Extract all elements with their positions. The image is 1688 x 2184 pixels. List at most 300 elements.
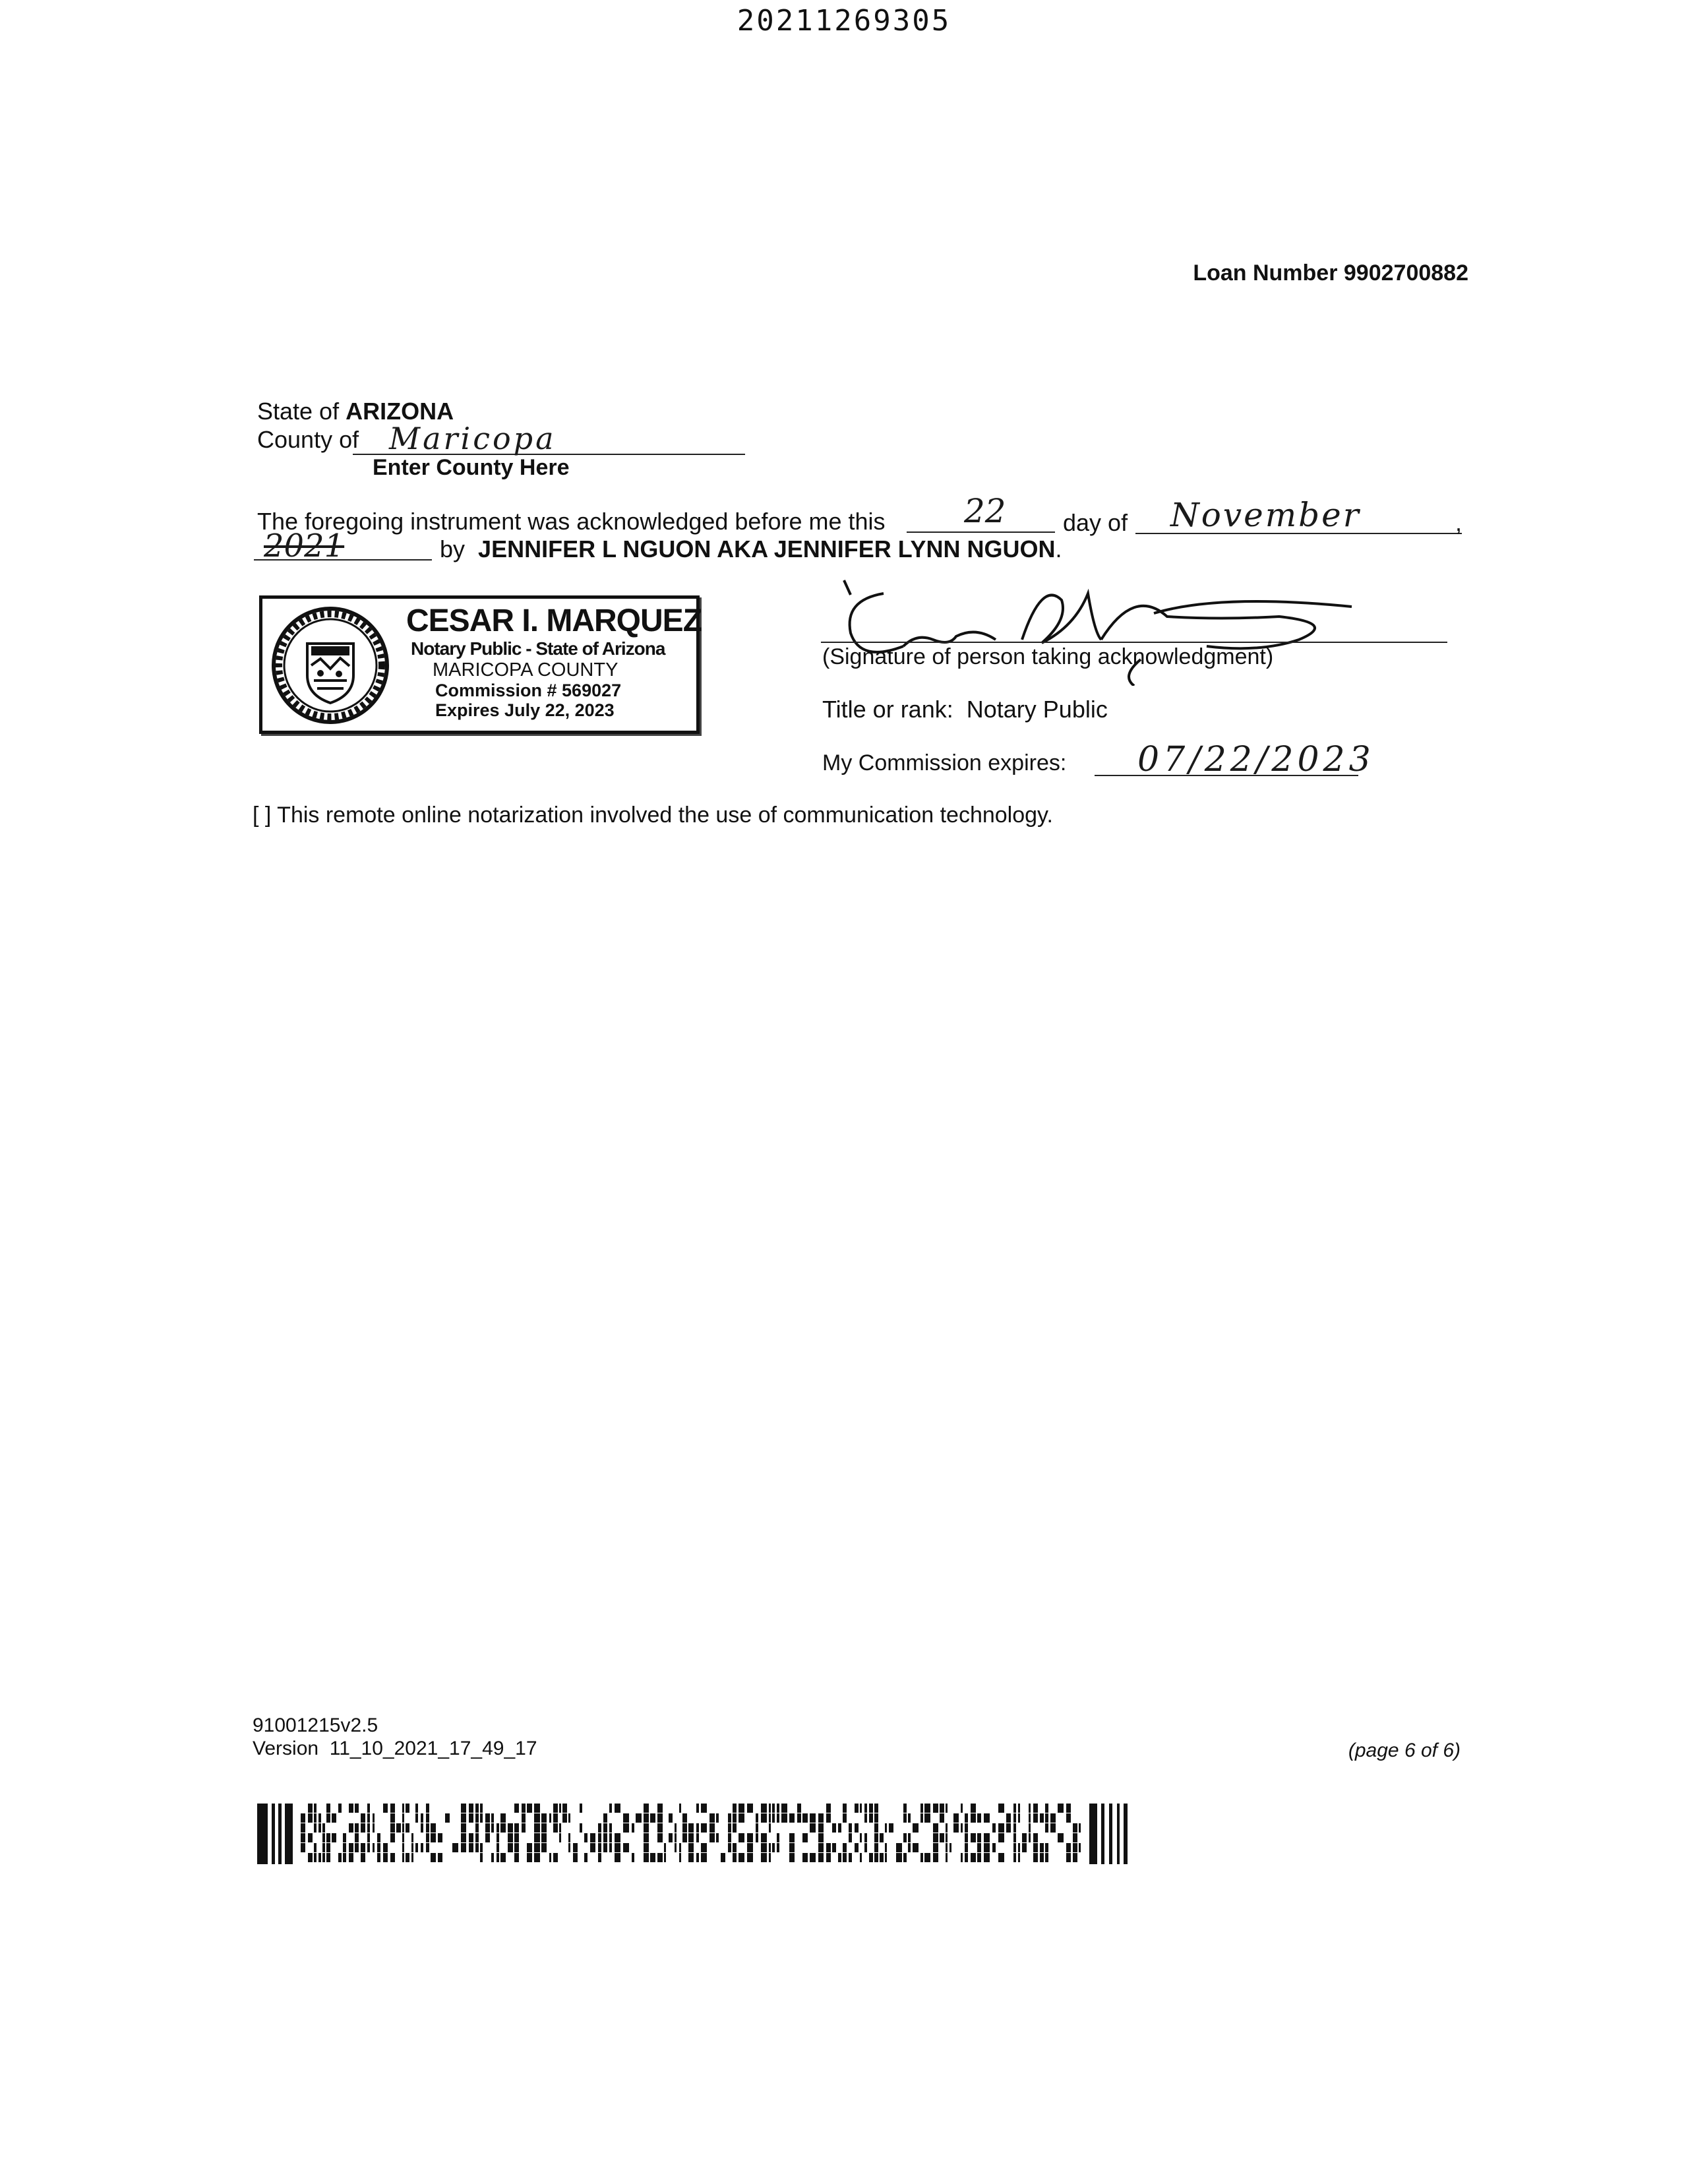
barcode-bar bbox=[1089, 1804, 1097, 1864]
barcode-bar bbox=[318, 1823, 321, 1833]
barcode-bar bbox=[1033, 1853, 1038, 1862]
barcode-bar bbox=[802, 1853, 808, 1862]
barcode-bar bbox=[322, 1833, 325, 1842]
county-hint: Enter County Here bbox=[373, 455, 570, 480]
barcode-bar bbox=[514, 1804, 519, 1813]
barcode-bar bbox=[301, 1823, 305, 1833]
barcode-bar bbox=[480, 1843, 483, 1852]
barcode-bar bbox=[355, 1823, 359, 1833]
barcode-bar bbox=[609, 1804, 612, 1813]
barcode-bar bbox=[559, 1833, 561, 1842]
barcode-bar bbox=[998, 1853, 1004, 1862]
barcode-bar bbox=[1018, 1804, 1020, 1813]
barcode-bar bbox=[769, 1823, 771, 1833]
barcode-bar bbox=[390, 1833, 395, 1842]
barcode-bar bbox=[933, 1804, 938, 1813]
barcode-bar bbox=[688, 1843, 694, 1852]
barcode-bar bbox=[415, 1804, 418, 1813]
barcode-bar bbox=[843, 1804, 847, 1813]
barcode-bar bbox=[1029, 1813, 1031, 1823]
barcode-bar bbox=[598, 1853, 601, 1862]
barcode-bar bbox=[373, 1823, 375, 1833]
barcode-bar bbox=[924, 1853, 930, 1862]
barcode-bar bbox=[318, 1853, 321, 1862]
ack-period: . bbox=[1055, 535, 1062, 562]
barcode-bar bbox=[696, 1823, 699, 1833]
barcode-bar bbox=[1058, 1804, 1064, 1813]
barcode-bar bbox=[908, 1813, 911, 1823]
barcode-bar bbox=[402, 1804, 404, 1813]
barcode-bar bbox=[849, 1833, 852, 1842]
barcode-bar bbox=[598, 1843, 601, 1852]
notary-stamp bbox=[259, 595, 700, 734]
barcode-bar bbox=[961, 1804, 963, 1813]
barcode-bar bbox=[1040, 1813, 1044, 1823]
ack-names: JENNIFER L NGUON AKA JENNIFER LYNN NGUON bbox=[478, 535, 1056, 562]
version-line: Version 11_10_2021_17_49_17 bbox=[253, 1738, 537, 1759]
barcode-bar bbox=[603, 1823, 607, 1833]
barcode-bar bbox=[696, 1804, 699, 1813]
barcode-bar bbox=[301, 1813, 305, 1823]
barcode bbox=[257, 1804, 1134, 1864]
barcode-bar bbox=[522, 1823, 526, 1833]
barcode-bar bbox=[855, 1804, 859, 1813]
barcode-bar bbox=[361, 1813, 365, 1823]
remote-notarization-notice: [ ] This remote online notarization involved the use of communication technology. bbox=[253, 803, 1053, 828]
barcode-bar bbox=[411, 1833, 413, 1842]
barcode-bar bbox=[534, 1813, 540, 1823]
barcode-bar bbox=[1101, 1804, 1104, 1864]
barcode-bar bbox=[390, 1853, 395, 1862]
barcode-bar bbox=[514, 1823, 519, 1833]
barcode-bar bbox=[1018, 1853, 1020, 1862]
barcode-bar bbox=[1066, 1804, 1071, 1813]
barcode-bar bbox=[924, 1813, 930, 1823]
barcode-bar bbox=[603, 1813, 607, 1823]
barcode-bar bbox=[664, 1853, 666, 1862]
barcode-bar bbox=[855, 1843, 859, 1852]
barcode-bar bbox=[361, 1823, 365, 1833]
barcode-bar bbox=[965, 1853, 968, 1862]
barcode-bar bbox=[772, 1804, 775, 1813]
barcode-bar bbox=[326, 1804, 330, 1813]
barcode-bar bbox=[508, 1833, 513, 1842]
barcode-bar bbox=[1045, 1843, 1048, 1852]
barcode-bar bbox=[644, 1843, 649, 1852]
barcode-bar bbox=[874, 1843, 878, 1852]
stamp-line-4: Expires July 22, 2023 bbox=[435, 700, 615, 720]
barcode-bar bbox=[818, 1853, 824, 1862]
barcode-bar bbox=[308, 1813, 313, 1823]
barcode-bar bbox=[644, 1813, 649, 1823]
barcode-bar bbox=[940, 1833, 944, 1842]
loan-number: Loan Number 9902700882 bbox=[1193, 260, 1468, 286]
barcode-bar bbox=[390, 1804, 395, 1813]
barcode-bar bbox=[461, 1823, 466, 1833]
barcode-bar bbox=[562, 1804, 567, 1813]
barcode-bar bbox=[584, 1833, 588, 1842]
barcode-bar bbox=[549, 1853, 551, 1862]
barcode-bar bbox=[1033, 1804, 1038, 1813]
barcode-graphic bbox=[257, 1804, 1134, 1864]
barcode-bar bbox=[864, 1804, 867, 1813]
barcode-bar bbox=[497, 1843, 499, 1852]
barcode-bar bbox=[415, 1843, 418, 1852]
barcode-bar bbox=[965, 1823, 968, 1833]
barcode-bar bbox=[367, 1833, 370, 1842]
barcode-bar bbox=[826, 1813, 831, 1823]
barcode-bar bbox=[383, 1843, 388, 1852]
barcode-bar bbox=[679, 1843, 681, 1852]
barcode-bar bbox=[933, 1833, 938, 1842]
barcode-bar bbox=[431, 1823, 436, 1833]
barcode-bar bbox=[1066, 1853, 1071, 1862]
barcode-bar bbox=[603, 1843, 607, 1852]
barcode-bar bbox=[961, 1823, 963, 1833]
barcode-bar bbox=[461, 1843, 466, 1852]
barcode-bar bbox=[644, 1804, 649, 1813]
barcode-bar bbox=[933, 1853, 938, 1862]
barcode-bar bbox=[940, 1804, 944, 1813]
barcode-bar bbox=[332, 1813, 336, 1823]
barcode-bar bbox=[500, 1853, 506, 1862]
barcode-bar bbox=[992, 1843, 996, 1852]
state-seal-icon bbox=[268, 603, 393, 728]
barcode-bar bbox=[908, 1833, 911, 1842]
barcode-bar bbox=[664, 1843, 666, 1852]
barcode-bar bbox=[322, 1843, 325, 1852]
barcode-bar bbox=[415, 1813, 418, 1823]
barcode-bar bbox=[1006, 1823, 1011, 1833]
barcode-bar bbox=[573, 1853, 578, 1862]
barcode-bar bbox=[709, 1823, 715, 1833]
barcode-bar bbox=[1013, 1804, 1016, 1813]
barcode-bar bbox=[769, 1813, 771, 1823]
day-underline bbox=[907, 531, 1055, 533]
barcode-bar bbox=[491, 1813, 494, 1823]
barcode-bar bbox=[541, 1843, 547, 1852]
barcode-bar bbox=[609, 1833, 612, 1842]
barcode-bar bbox=[314, 1853, 316, 1862]
barcode-bar bbox=[1079, 1843, 1081, 1852]
barcode-bar bbox=[924, 1804, 930, 1813]
barcode-bar bbox=[355, 1843, 359, 1852]
barcode-bar bbox=[390, 1823, 395, 1833]
barcode-bar bbox=[818, 1833, 824, 1842]
barcode-bar bbox=[568, 1843, 570, 1852]
barcode-bar bbox=[933, 1823, 938, 1833]
barcode-bar bbox=[497, 1823, 499, 1833]
barcode-bar bbox=[411, 1843, 413, 1852]
state-label: State of bbox=[257, 398, 340, 425]
barcode-bar bbox=[598, 1833, 601, 1842]
barcode-bar bbox=[469, 1843, 473, 1852]
barcode-bar bbox=[965, 1833, 968, 1842]
barcode-bar bbox=[733, 1804, 737, 1813]
barcode-bar bbox=[810, 1853, 816, 1862]
barcode-bar bbox=[326, 1833, 330, 1842]
barcode-bar bbox=[849, 1853, 852, 1862]
barcode-bar bbox=[657, 1813, 663, 1823]
barcode-bar bbox=[406, 1853, 409, 1862]
barcode-bar bbox=[615, 1853, 620, 1862]
barcode-bar bbox=[679, 1853, 681, 1862]
barcode-bar bbox=[903, 1804, 907, 1813]
barcode-bar bbox=[669, 1833, 673, 1842]
barcode-bar bbox=[421, 1813, 423, 1823]
barcode-bar bbox=[285, 1804, 293, 1864]
barcode-bar bbox=[874, 1833, 878, 1842]
barcode-bar bbox=[534, 1823, 540, 1833]
barcode-bar bbox=[343, 1843, 346, 1852]
barcode-bar bbox=[343, 1853, 346, 1862]
stamp-line-2: MARICOPA COUNTY bbox=[433, 659, 618, 681]
barcode-bar bbox=[475, 1823, 479, 1833]
barcode-bar bbox=[675, 1843, 677, 1852]
barcode-bar bbox=[903, 1833, 907, 1842]
barcode-bar bbox=[772, 1843, 775, 1852]
barcode-bar bbox=[756, 1823, 758, 1833]
barcode-bar bbox=[421, 1843, 423, 1852]
barcode-bar bbox=[514, 1833, 519, 1842]
barcode-bar bbox=[431, 1853, 436, 1862]
barcode-bar bbox=[810, 1813, 816, 1823]
year-handwritten: 2021 bbox=[264, 528, 345, 564]
barcode-bar bbox=[733, 1853, 737, 1862]
barcode-bar bbox=[810, 1823, 816, 1833]
barcode-bar bbox=[998, 1804, 1004, 1813]
barcode-bar bbox=[1073, 1843, 1077, 1852]
barcode-bar bbox=[1022, 1833, 1027, 1842]
barcode-bar bbox=[632, 1853, 634, 1862]
barcode-bar bbox=[367, 1813, 370, 1823]
barcode-bar bbox=[367, 1804, 370, 1813]
barcode-bar bbox=[609, 1843, 612, 1852]
barcode-bar bbox=[541, 1813, 547, 1823]
barcode-bar bbox=[355, 1804, 359, 1813]
barcode-bar bbox=[396, 1823, 401, 1833]
barcode-bar bbox=[728, 1823, 731, 1833]
barcode-bar bbox=[977, 1853, 981, 1862]
barcode-bar bbox=[920, 1804, 923, 1813]
barcode-bar bbox=[675, 1833, 677, 1842]
barcode-bar bbox=[953, 1823, 959, 1833]
barcode-bar bbox=[373, 1813, 375, 1823]
barcode-bar bbox=[1073, 1833, 1077, 1842]
barcode-bar bbox=[469, 1833, 473, 1842]
expires-label: My Commission expires: bbox=[822, 750, 1067, 775]
barcode-bar bbox=[826, 1843, 831, 1852]
barcode-bar bbox=[869, 1813, 873, 1823]
barcode-bar bbox=[480, 1853, 483, 1862]
barcode-bar bbox=[522, 1813, 526, 1823]
barcode-bar bbox=[522, 1804, 526, 1813]
barcode-bar bbox=[971, 1804, 976, 1813]
barcode-bar bbox=[701, 1843, 707, 1852]
barcode-bar bbox=[728, 1843, 731, 1852]
barcode-bar bbox=[603, 1833, 607, 1842]
barcode-bar bbox=[688, 1823, 694, 1833]
barcode-bar bbox=[688, 1833, 694, 1842]
barcode-bar bbox=[426, 1833, 429, 1842]
barcode-bar bbox=[802, 1813, 808, 1823]
barcode-bar bbox=[818, 1823, 824, 1833]
barcode-bar bbox=[1006, 1813, 1011, 1823]
barcode-bar bbox=[769, 1843, 771, 1852]
barcode-bar bbox=[326, 1843, 330, 1852]
barcode-bar bbox=[769, 1853, 771, 1862]
barcode-bar bbox=[984, 1853, 990, 1862]
barcode-bar bbox=[373, 1843, 375, 1852]
barcode-bar bbox=[777, 1804, 779, 1813]
barcode-bar bbox=[781, 1813, 787, 1823]
barcode-bar bbox=[998, 1833, 1004, 1842]
month-handwritten: November bbox=[1170, 496, 1361, 534]
state-value: ARIZONA bbox=[346, 398, 454, 425]
barcode-bar bbox=[402, 1823, 404, 1833]
barcode-bar bbox=[832, 1843, 836, 1852]
barcode-bar bbox=[920, 1813, 923, 1823]
barcode-bar bbox=[406, 1823, 409, 1833]
barcode-bar bbox=[590, 1833, 595, 1842]
barcode-bar bbox=[475, 1804, 479, 1813]
barcode-bar bbox=[761, 1843, 767, 1852]
barcode-bar bbox=[314, 1804, 316, 1813]
barcode-bar bbox=[326, 1813, 330, 1823]
barcode-bar bbox=[940, 1813, 944, 1823]
barcode-bar bbox=[849, 1823, 852, 1833]
barcode-bar bbox=[1029, 1823, 1031, 1833]
barcode-bar bbox=[508, 1823, 513, 1833]
expires-handwritten: 07/22/2023 bbox=[1137, 740, 1375, 779]
barcode-bar bbox=[738, 1804, 744, 1813]
barcode-bar bbox=[1073, 1823, 1077, 1833]
barcode-bar bbox=[826, 1853, 831, 1862]
barcode-bar bbox=[738, 1853, 744, 1862]
barcode-bar bbox=[860, 1853, 862, 1862]
barcode-bar bbox=[709, 1833, 715, 1842]
barcode-bar bbox=[1040, 1843, 1044, 1852]
barcode-bar bbox=[747, 1843, 753, 1852]
barcode-bar bbox=[701, 1853, 707, 1862]
barcode-bar bbox=[426, 1843, 429, 1852]
barcode-bar bbox=[650, 1853, 655, 1862]
barcode-bar bbox=[322, 1853, 325, 1862]
barcode-bar bbox=[431, 1833, 436, 1842]
barcode-bar bbox=[657, 1804, 663, 1813]
barcode-bar bbox=[623, 1823, 629, 1833]
barcode-bar bbox=[461, 1804, 466, 1813]
barcode-bar bbox=[461, 1833, 466, 1842]
barcode-bar bbox=[777, 1833, 779, 1842]
ack-text-1: The foregoing instrument was acknowledged before me this bbox=[257, 508, 886, 535]
barcode-bar bbox=[977, 1833, 981, 1842]
barcode-bar bbox=[896, 1843, 902, 1852]
barcode-bar bbox=[977, 1813, 981, 1823]
page-indicator: (page 6 of 6) bbox=[1348, 1740, 1461, 1761]
barcode-bar bbox=[1045, 1804, 1048, 1813]
barcode-bar bbox=[598, 1823, 601, 1833]
ack-comma: , bbox=[1455, 509, 1462, 536]
barcode-bar bbox=[527, 1853, 532, 1862]
barcode-bar bbox=[644, 1853, 649, 1862]
barcode-bar bbox=[559, 1804, 561, 1813]
barcode-bar bbox=[272, 1804, 275, 1864]
barcode-bar bbox=[426, 1804, 429, 1813]
barcode-bar bbox=[946, 1804, 948, 1813]
county-label: County of bbox=[257, 426, 359, 453]
barcode-bar bbox=[965, 1843, 968, 1852]
barcode-bar bbox=[992, 1823, 996, 1833]
barcode-bar bbox=[675, 1823, 677, 1833]
barcode-bar bbox=[855, 1823, 859, 1833]
barcode-bar bbox=[411, 1853, 413, 1862]
barcode-bar bbox=[971, 1813, 976, 1823]
barcode-bar bbox=[452, 1843, 458, 1852]
barcode-bar bbox=[573, 1843, 578, 1852]
barcode-bar bbox=[946, 1833, 948, 1842]
barcode-bar bbox=[527, 1843, 532, 1852]
barcode-bar bbox=[514, 1853, 519, 1862]
barcode-bar bbox=[644, 1823, 649, 1833]
barcode-bar bbox=[843, 1813, 847, 1823]
barcode-bar bbox=[438, 1853, 442, 1862]
barcode-bar bbox=[475, 1843, 479, 1852]
barcode-bar bbox=[797, 1804, 801, 1813]
barcode-bar bbox=[950, 1843, 951, 1852]
barcode-bar bbox=[1040, 1853, 1044, 1862]
barcode-bar bbox=[843, 1853, 847, 1862]
title-rank-line bbox=[822, 696, 1108, 723]
barcode-bar bbox=[1029, 1833, 1031, 1842]
barcode-bar bbox=[789, 1853, 795, 1862]
barcode-bar bbox=[1013, 1823, 1016, 1833]
barcode-bar bbox=[701, 1804, 707, 1813]
barcode-bar bbox=[826, 1804, 831, 1813]
barcode-bar bbox=[789, 1813, 795, 1823]
ack-text-2: day of bbox=[1063, 509, 1128, 536]
barcode-bar bbox=[390, 1813, 395, 1823]
barcode-bar bbox=[756, 1813, 758, 1823]
barcode-bar bbox=[322, 1823, 325, 1833]
barcode-bar bbox=[860, 1833, 862, 1842]
barcode-bar bbox=[553, 1823, 558, 1833]
barcode-bar bbox=[920, 1853, 923, 1862]
barcode-bar bbox=[650, 1813, 655, 1823]
barcode-bar bbox=[1050, 1823, 1056, 1833]
barcode-bar bbox=[1109, 1804, 1112, 1864]
barcode-bar bbox=[332, 1833, 336, 1842]
barcode-bar bbox=[946, 1843, 948, 1852]
barcode-bar bbox=[874, 1813, 878, 1823]
barcode-bar bbox=[1033, 1843, 1038, 1852]
stamp-line-3: Commission # 569027 bbox=[435, 681, 622, 700]
barcode-bar bbox=[818, 1813, 824, 1823]
barcode-bar bbox=[508, 1843, 513, 1852]
barcode-bar bbox=[580, 1804, 582, 1813]
barcode-bar bbox=[491, 1823, 494, 1833]
barcode-bar bbox=[485, 1813, 490, 1823]
barcode-bar bbox=[838, 1823, 841, 1833]
barcode-bar bbox=[728, 1833, 731, 1842]
barcode-bar bbox=[977, 1843, 981, 1852]
barcode-bar bbox=[278, 1804, 282, 1864]
signature-underline bbox=[821, 642, 1447, 643]
barcode-bar bbox=[590, 1843, 595, 1852]
barcode-bar bbox=[869, 1853, 873, 1862]
barcode-bar bbox=[984, 1813, 990, 1823]
barcode-bar bbox=[679, 1804, 681, 1813]
